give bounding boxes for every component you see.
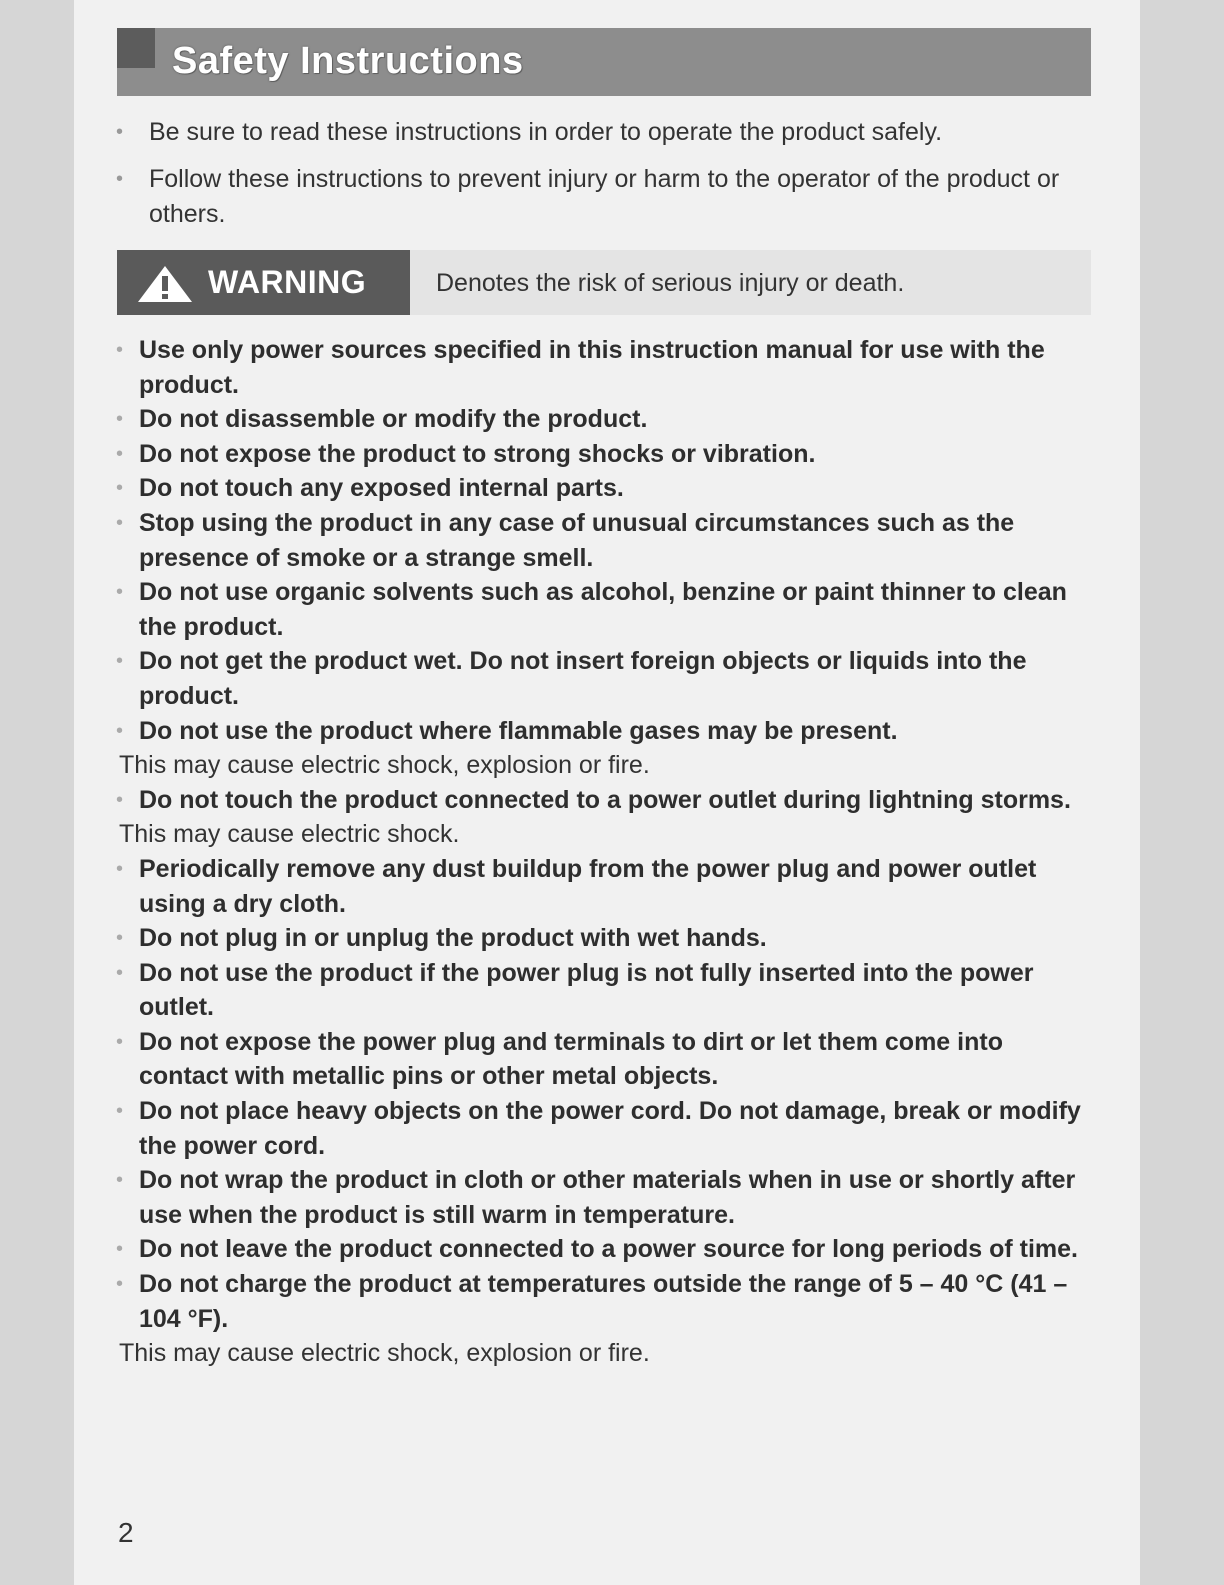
section-title-bar [117,28,1091,96]
list-item: • Do not use organic solvents such as alcohol, benzine or paint thinner to clean the product. [116,575,1096,644]
bullet-icon: • [116,477,124,500]
bullet-icon: • [116,1100,124,1123]
list-item: • Do not wrap the product in cloth or other materials when in use or shortly after use when the product is still warm in temperature. [116,1163,1096,1232]
hazard-note: This may cause electric shock, explosion or fire. [119,751,650,780]
warning-label: WARNING [208,264,367,300]
bullet-icon: • [116,339,124,361]
title-tab-decoration [117,28,155,68]
bullet-icon: • [116,442,124,465]
bullet-icon: • [116,408,124,431]
bullet-icon: • [116,719,124,742]
list-item: • Stop using the product in any case of unusual circumstances such as the presence of smoke or a strange smell. [116,506,1096,575]
bullet-icon: • [116,650,124,673]
bullet-icon: • [116,1238,124,1261]
bullet-icon: • [116,961,124,984]
list-item: • Do not touch any exposed internal parts. [116,471,1096,506]
list-item: • Do not touch the product connected to a power outlet during lightning storms. [116,783,1096,818]
list-item: • Use only power sources specified in this instruction manual for use with the product. [116,333,1096,402]
bullet-icon: • [116,1030,124,1053]
list-item: • Do not get the product wet. Do not insert foreign objects or liquids into the product. [116,644,1096,713]
list-item: • Do not use the product where flammable gases may be present. [116,714,1096,749]
list-item: • Do not use the product if the power plug is not fully inserted into the power outlet. [116,956,1096,1025]
bullet-icon: • [116,1169,124,1192]
hazard-note: This may cause electric shock. [119,820,460,849]
bullet-icon: • [116,511,124,534]
list-item: • Do not plug in or unplug the product with wet hands. [116,921,1096,956]
list-item: • Do not charge the product at temperatures outside the range of 5 – 40 °C (41 – 104 °F). [116,1267,1096,1336]
list-item: • Do not leave the product connected to a power source for long periods of time. [116,1232,1096,1267]
bullet-icon: • [116,121,124,143]
bullet-icon: • [116,927,124,950]
bullet-icon: • [116,857,124,880]
page-number: 2 [118,1517,134,1548]
intro-item: • Follow these instructions to prevent injury or harm to the operator of the product or others. [116,162,1076,232]
warning-description: Denotes the risk of serious injury or death. [436,269,905,297]
warning-label-box [117,250,410,315]
intro-item: • Be sure to read these instructions in order to operate the product safely. [116,115,1076,150]
warning-list [116,333,1096,1371]
bullet-icon: • [116,581,124,604]
page-title: Safety Instructions [172,40,524,82]
hazard-note: This may cause electric shock, explosion or fire. [119,1339,650,1368]
warning-triangle-icon [135,264,195,304]
bullet-icon: • [116,168,124,190]
list-item: • Do not place heavy objects on the power cord. Do not damage, break or modify the power cord. [116,1094,1096,1163]
list-item: • Do not expose the power plug and terminals to dirt or let them come into contact with metallic pins or other metal objects. [116,1025,1096,1094]
list-item: • Periodically remove any dust buildup from the power plug and power outlet using a dry cloth. [116,852,1096,921]
bullet-icon: • [116,788,124,811]
bullet-icon: • [116,1273,124,1296]
list-item: • Do not disassemble or modify the product. [116,402,1096,437]
list-item: • Do not expose the product to strong shocks or vibration. [116,437,1096,472]
warning-banner [117,250,1091,315]
